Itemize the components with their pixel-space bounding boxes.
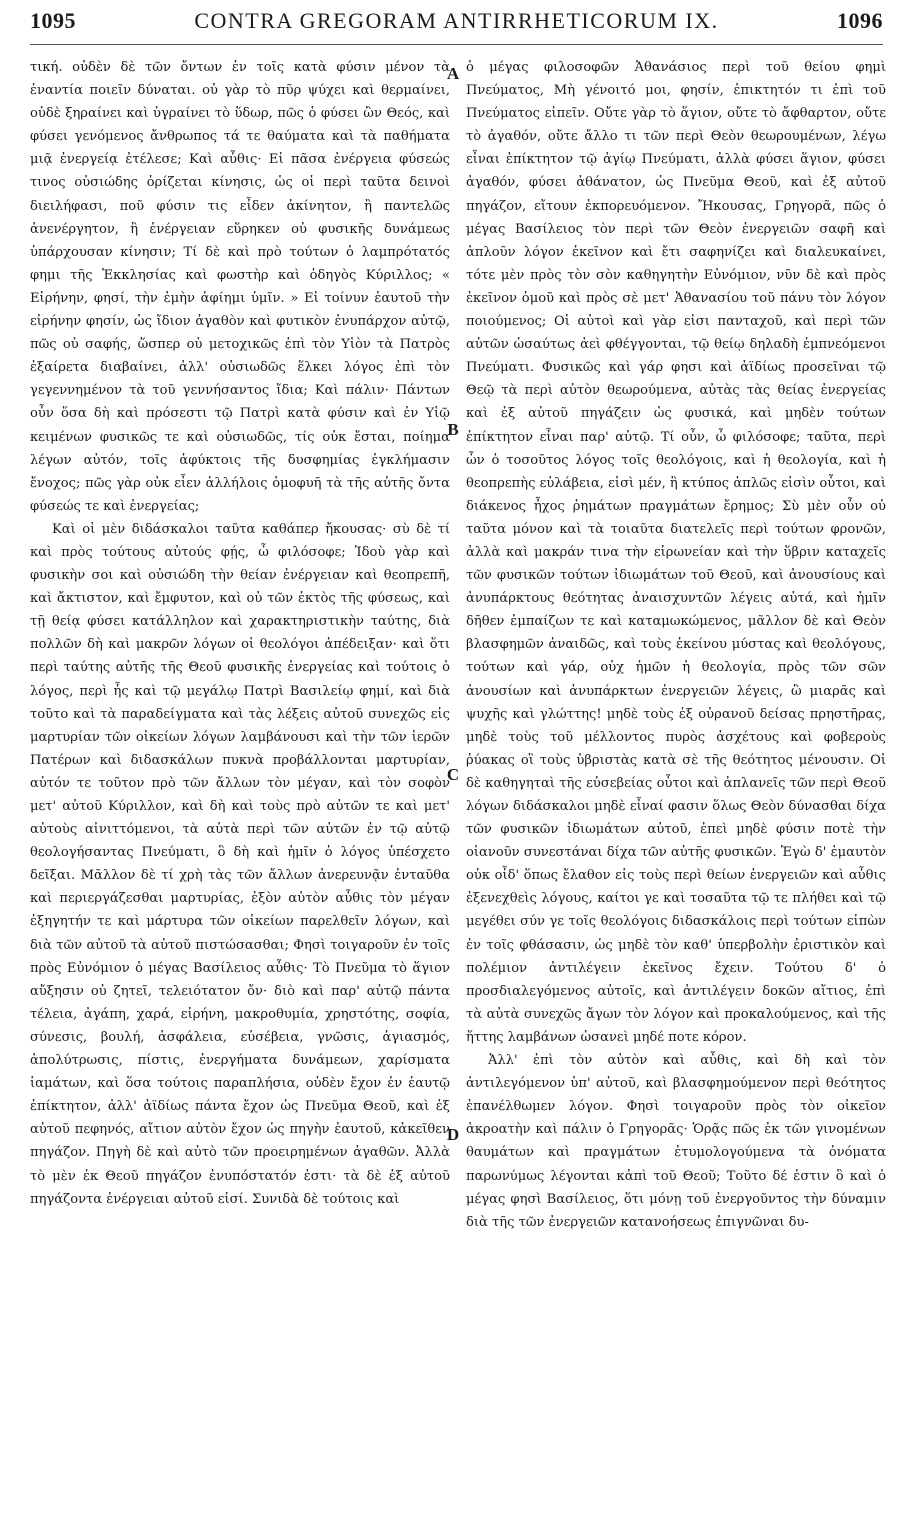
margin-marker-a: A <box>446 64 460 83</box>
left-paragraph-2: Καὶ οἱ μὲν διδάσκαλοι ταῦτα καθάπερ ἤκουσας· σὺ δὲ τί καὶ πρὸς τούτους αὐτούς φῄς, ὦ φιλόσοφε; Ἰδοὺ γὰρ καὶ φυσικὴν σοι καὶ οὐσιώδη τὴν θείαν ἐνέργειαν καὶ θεοπρεπῆ, καὶ ἄκτιστον, καὶ ἔμφυτον, καὶ οὐ τῶν ἐκτὸς τῆς φύσεως, καὶ τῇ θείᾳ φύσει κατάλληλον καὶ χαρακτηριστικὴν ταύτης, διὰ πολλῶν δὴ καὶ μακρῶν λόγων οἱ θεολόγοι ἀπέδειξαν· καὶ ὅτι περὶ ταύτης αὐτῆς τῆς Θεοῦ φυσικῆς ἐνεργείας καὶ τούτοις ὁ λόγος, περὶ ἧς καὶ τῷ μεγάλῳ Πατρὶ Βασιλείῳ φημί, καὶ διὰ τοῦτο καὶ τὰ παραδείγματα καὶ τὰς λέξεις αὐτοῦ συνεχῶς εἰς μαρτυρίαν τῶν οἰκείων λόγων λαμβάνουσι καὶ τὴν τῶν ἱερῶν Πατέρων καὶ διδασκάλων πυκνὰ προβάλλονται μαρτυρίαν, αὐτόν τε τοῦτον πρὸ τῶν ἄλλων τὸν μέγαν, καὶ τὸν σοφὸν μετ' αὐτοῦ Κύριλλον, καὶ δὴ καὶ τοὺς πρὸ αὐτῶν τε καὶ μετ' αὐτοὺς αἰνιττόμενοι, τὰ αὐτὰ περὶ τῶν αὐτῶν ἐν τῷ αὐτῷ θεολογήσαντας Πνεύματι, ὃ δὴ καὶ ἡμῖν ὁ λόγος ὑπέσχετο δεῖξαι. Μᾶλλον δὲ τί χρὴ τὰς τῶν ἄλλων ἀνερευνᾷν ἐνταῦθα καὶ περιεργάζεσθαι μαρτυρίας, ἐξὸν αὐτὸν αὖθις τὸν μέγαν ἐξηγητήν τε καὶ μάρτυρα τῶν οἰκείων παρελθεῖν λόγων, καὶ διὰ τῶν αὐτοῦ τὰ αὐτοῦ πιστώσασθαι; Φησὶ τοιγαροῦν ἐν τοῖς πρὸς Εὐνόμιον ὁ μέγας Βασίλειος αὖθις· Τὸ Πνεῦμα τὸ ἅγιον αὔξησιν οὐ ζητεῖ, τελειότατον ὄν· διὸ καὶ παρ' αὐτῷ πάντα τέλεια, ἀγάπη, χαρά, εἰρήνη, μακροθυμία, χρηστότης, σοφία, σύνεσις, βουλή, ἀσφάλεια, εὐσέβεια, γνῶσις, ἁγιασμός, ἀπολύτρωσις, πίστις, ἐνεργήματα δυνάμεων, χαρίσματα ἰαμάτων, καὶ ὅσα τούτοις παραπλήσια, οὐδὲν ἔχον ἐν ἑαυτῷ ἐπίκτητον, ἀλλ' ἀϊδίως πάντα ἔχον ὡς Πνεῦμα Θεοῦ, καὶ ἐξ αὐτοῦ πεφηνός, αἴτιον αὐτὸν ἔχον ὡς πηγὴν ἑαυτοῦ, κἀκεῖθεν πηγάζον. Πηγὴ δὲ καὶ αὐτὸ τῶν προειρημένων ἀγαθῶν. Ἀλλὰ τὸ μὲν ἐκ Θεοῦ πηγάζον ἐνυπόστατόν ἐστι· τὰ δὲ ἐξ αὐτοῦ πηγάζοντα ἐνέργειαι αὐτοῦ εἰσί. Συνιδὰ δὲ τούτοις καὶ <box>30 521 450 1207</box>
page-number-left: 1095 <box>30 8 76 33</box>
margin-marker-b: B <box>447 420 459 439</box>
left-column <box>30 56 450 1534</box>
right-paragraph-2: Ἀλλ' ἐπὶ τὸν αὐτὸν καὶ αὖθις, καὶ δὴ καὶ τὸν ἀντιλεγόμενον ὑπ' αὐτοῦ, καὶ βλασφημούμενον περὶ θεότητος ἐπανέλθωμεν λόγον. Φησὶ τοιγαροῦν πρὸς τὸν οἰκεῖον ἀκροατὴν καὶ πάλιν ὁ Γρηγορᾶς· Ὁρᾷς πῶς ἐκ τῶν γινομένων θαυμάτων καὶ πραγμάτων ἐτυμολογούμενα τὰ ὀνόματα παρωνύμως λέγονται κἀπὶ τοῦ Θεοῦ; Τοῦτο δέ ἐστιν ὃ καὶ ὁ μέγας φησὶ Βασίλειος, ὅτι μόνῃ τοῦ ἐνεργοῦντος τὴν δύναμιν διὰ τῆς τῶν ἐνεργειῶν κατανοήσεως ἐπιγνῶναι δυ- <box>466 1053 886 1230</box>
left-paragraph-1: τική. οὐδὲν δὲ τῶν ὄντων ἐν τοῖς κατὰ φύσιν μένον τὰ ἐναντία ποιεῖν δύναται. οὐ γὰρ τὸ πῦρ ψύχει καὶ θερμαίνει, οὐδὲ ξηραίνει καὶ ὑγραίνει τὸ ὕδωρ, πῶς ὁ φύσει ὢν Θεός, καὶ φύσει γενόμενος ἄνθρωπος τά τε θαύματα καὶ τὰ παθήματα μιᾷ ἐνεργείᾳ ἐτέλεσε; Καὶ αὖθις· Εἰ πᾶσα ἐνέργεια φύσεώς τινος οὐσιώδης ὁρίζεται κίνησις, ὡς οἱ περὶ ταῦτα δεινοὶ διειλήφασι, ποῦ φύσιν τις εἶδεν ἀκίνητον, ἢ παντελῶς ἀνενέργητον, ἢ ἐνέργειαν εὕρηκεν οὐ φυσικῆς δυνάμεως ὑπάρχουσαν κίνησιν; Τί δὲ καὶ πρὸ τούτων ὁ λαμπρότατός φημι τῆς Ἐκκλησίας καὶ φωστὴρ καὶ ὁδηγὸς Κύριλλος; « Εἰρήνην, φησί, τὴν ἐμὴν ἀφίημι ὑμῖν. » Εἰ τοίνυν ἑαυτοῦ τὴν εἰρήνην φησίν, ὡς ἴδιον ἀγαθὸν καὶ φυτικὸν ἐνυπάρχον αὐτῷ, πῶς οὐ σαφής, ὥσπερ οὐ μετοχικῶς ἐπὶ τὸν Υἱὸν τὰ Πατρὸς ἐξαίρετα διαβαίνει, ἀλλ' οὐσιωδῶς ἕλκει λόγος ἐπὶ τὸν γεγεννημένον τὰ τοῦ γεννήσαντος ἴδια; Καὶ πάλιν· Πάντων οὖν ὅσα δὴ καὶ πρόσεστι τῷ Πατρὶ κατὰ φύσιν καὶ ἐν Υἱῷ κειμένων φυσικῶς τε καὶ οὐσιωδῶς, τίς οὐκ ἔσται, ποίημα λέγων αὐτόν, τοῖς ἀφύκτοις τῆς δυσφημίας ἐγκλήμασιν ἔνοχος; πῶς γὰρ οὐκ εἶεν ἀλλήλοις ὁμοφυῆ τὰ τῆς αὐτῆς ὄντα φύσεώς τε καὶ ἐνεργείας; <box>30 60 450 514</box>
page-number-right: 1096 <box>836 8 883 33</box>
right-column <box>466 56 886 1534</box>
running-title: CONTRA GREGORAM ANTIRRHETICORUM IX. <box>194 8 719 33</box>
running-header <box>30 8 883 45</box>
margin-marker-c: C <box>446 765 460 784</box>
margin-marker-d: D <box>446 1125 460 1144</box>
right-paragraph-1: ὁ μέγας φιλοσοφῶν Ἀθανάσιος περὶ τοῦ θείου φημὶ Πνεύματος, Μὴ γένοιτό μοι, φησίν, ἐπικτητόν τι ἐπὶ τοῦ Πνεύματος εἰπεῖν. Οὔτε γὰρ τὸ ἅγιον, οὔτε τὸ ἄφθαρτον, οὔτε τὸ ἀγαθόν, οὔτε ἄλλο τι τῶν περὶ Θεὸν θεωρουμένων, λέγω εἶναι ἐπίκτητον τῷ ἁγίῳ Πνεύματι, ἀλλὰ φύσει ἅγιον, φύσει ἀγαθόν, φύσει ἀθάνατον, ὡς Πνεῦμα Θεοῦ, καὶ ἐξ αὐτοῦ πηγάζον, εἴτουν ἐκπορευόμενον. Ἤκουσας, Γρηγορᾶ, πῶς ὁ μέγας Βασίλειος τὸν περὶ τῶν Θεὸν ἐνεργειῶν σαφῆ καὶ ἁπλοῦν λόγον ἐκεῖνον καὶ ἔτι σαφηνίζει καὶ διαλευκαίνει, τότε μὲν πρὸς τὸν σὸν καθηγητὴν Εὐνόμιον, νῦν δὲ καὶ πρὸς ἐκεῖνον ὁμοῦ καὶ πρὸς σὲ μετ' Ἀθανασίου τοῦ πάνυ τὸν λόγον ποιούμενος; Οἱ αὐτοὶ καὶ γὰρ εἰσι πανταχοῦ, καὶ περὶ τῶν αὐτῶν ὡσαύτως ἀεὶ φθέγγονται, τῷ θείῳ δηλαδὴ ἐμπνεόμενοι Πνεύματι. Φυσικῶς καὶ γάρ φησι καὶ ἀϊδίως προσεῖναι τῷ Θεῷ τὰ περὶ αὐτὸν θεωρούμενα, αὐτὰς τὰς θείας ἐνεργείας καὶ ἐξ αὐτοῦ πηγάζειν ὡς φυσικά, καὶ μηδὲν τούτων ἐπίκτητον εἶναι παρ' αὐτῷ. Τί οὖν, ὦ φιλόσοφε; ταῦτα, περὶ ὧν ὁ τοσοῦτος λόγος τοῖς θεολόγοις, καὶ ἡ θεολογία, καὶ ἡ θεοπρεπὴς εὐλάβεια, εἰσὶ μέν, ἢ κτύπος ἁπλῶς εἰσὶν οὗτοι, καὶ διάκενος ἦχος ῥημάτων πραγμάτων ἔρημος; Σὺ μὲν οὖν οὐ ταῦτα μόνον καὶ τὰ τοιαῦτα διατελεῖς περὶ τούτων φρονῶν, ἀλλὰ καὶ μακράν τινα τὴν εἰρωνείαν καὶ τὴν ὕβριν καταχεῖς τῶν φυσικῶν τούτων ἰδιωμάτων τοῦ Θεοῦ, καὶ ἀνουσίους καὶ ἀνυπάρκτους θεότητας ἀναισχυντῶν λέγεις αὐτά, καὶ ἡμῖν δῆθεν ἐμπαίζων τε καὶ καταμωκώμενος, μᾶλλον δὲ καὶ Θεὸν βλασφημῶν ἀναιδῶς, καὶ τοὺς ἐκείνου μύστας καὶ θεολόγους, τούτων καὶ γάρ, οὐχ ἡμῶν ἡ θεολογία, πρὸς τῶν σῶν ἀνουσίων καὶ ἀνυπάρκτων ἐνεργειῶν λέγεις, ὢ μιαρᾶς καὶ ψυχῆς καὶ γλώττης! μηδὲ τοὺς ἐξ οὐρανοῦ δείσας πρηστῆρας, μηδὲ τοὺς τοῦ μέλλοντος πυρὸς ἀσχέτους καὶ φοβεροὺς ῥύακας οἳ τοὺς ὑβριστὰς κατὰ σὲ τῆς θεότητος μένουσιν. Οἱ δὲ καθηγηταὶ τῆς εὐσεβείας οὗτοι καὶ ἀπλανεῖς τῶν περὶ Θεοῦ λόγων διδάσκαλοι μηδὲ εἶναί φασιν ὅλως Θεὸν δύνασθαι δίχα τῶν φυσικῶν ἰδιωμάτων αὐτοῦ, ἐπεὶ μηδὲ φύσιν ποτὲ τὴν οἱανοῦν συνεστάναι δίχα τῶν αὐτῆς φυσικῶν. Ἐγὼ δ' ἐμαυτὸν οὐκ οἶδ' ὅπως ἔλαθον εἰς τοὺς περὶ θείων ἐνεργειῶν καὶ αὖθις ἐξενεχθεὶς λόγους, καίτοι γε καὶ τοσαῦτα τῷ τε πλήθει καὶ τῷ μεγέθει σύν γε τοῖς θεολόγοις διδασκάλοις περὶ τούτων εἰπὼν ἐν τοῖς φθάσασιν, ὡς μηδὲ τὸν καθ' ὑπερβολὴν ἐριστικὸν καὶ πολέμιον ἀντιλέγειν ἐκεῖνος ἔχειν. Τούτου δ' ὁ προσδιαλεγόμενος αὐτοῖς, καὶ ἀντιλέγειν δοκῶν αἴτιος, ἐπὶ τὰ αὐτὰ συνεχῶς ἄγων τὸν λόγον καὶ προκαλούμενος, καὶ τῆς ἥττης λαμβάνων ὡσανεὶ μηδέ ποτε κόρον. <box>466 60 886 1045</box>
